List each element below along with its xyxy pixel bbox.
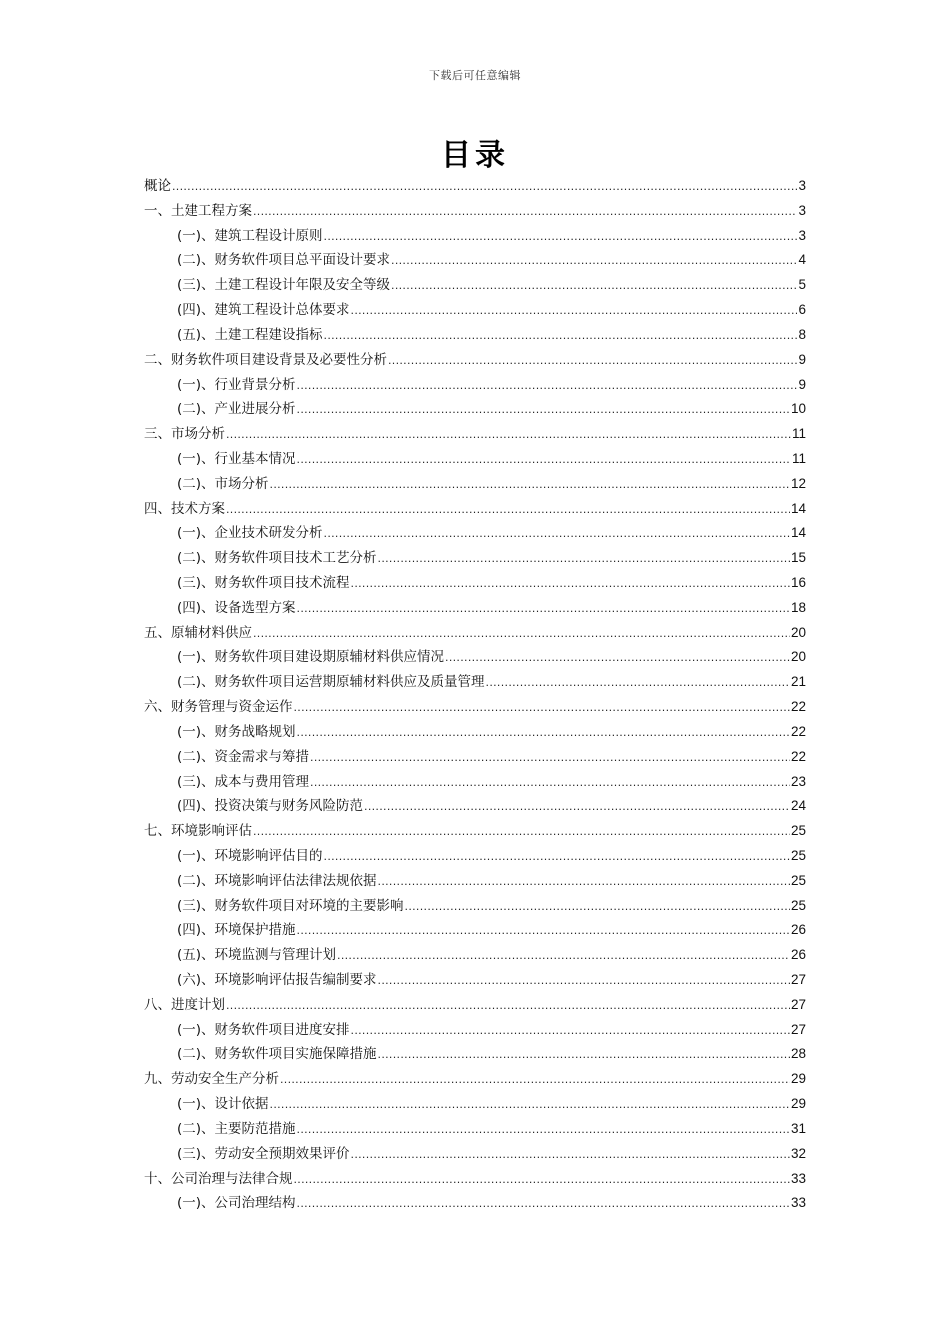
toc-entry-page-number: 28 bbox=[790, 1046, 806, 1062]
toc-entry-page-number: 33 bbox=[790, 1170, 806, 1186]
toc-entry-text: 十、公司治理与法律合规 bbox=[144, 1170, 293, 1187]
toc-dot-leader bbox=[324, 225, 798, 250]
toc-entry[interactable] bbox=[144, 645, 806, 670]
toc-entry[interactable] bbox=[144, 1018, 806, 1043]
toc-dot-leader bbox=[226, 498, 790, 523]
toc-entry-page-number: 24 bbox=[790, 798, 806, 814]
toc-dot-leader bbox=[297, 597, 790, 622]
toc-entry[interactable] bbox=[144, 596, 806, 621]
toc-entry-text: (三)、成本与费用管理 bbox=[177, 773, 310, 790]
toc-entry-text: (二)、产业进展分析 bbox=[177, 401, 296, 418]
toc-dot-leader bbox=[351, 299, 798, 324]
toc-entry-page-number: 3 bbox=[798, 227, 806, 243]
toc-entry-page-number: 4 bbox=[798, 252, 806, 268]
toc-entry[interactable] bbox=[144, 472, 806, 497]
toc-entry-page-number: 32 bbox=[790, 1145, 806, 1161]
toc-entry-page-number: 25 bbox=[790, 847, 806, 863]
toc-entry-text: (三)、劳动安全预期效果评价 bbox=[177, 1145, 350, 1162]
toc-entry-page-number: 12 bbox=[790, 475, 806, 491]
toc-entry[interactable] bbox=[144, 373, 806, 398]
toc-dot-leader bbox=[297, 1118, 790, 1143]
toc-entry-text: (一)、公司治理结构 bbox=[177, 1195, 296, 1212]
toc-entry[interactable] bbox=[144, 894, 806, 919]
toc-entry[interactable] bbox=[144, 224, 806, 249]
toc-entry-page-number: 11 bbox=[791, 426, 806, 442]
toc-entry-text: (二)、主要防范措施 bbox=[177, 1120, 296, 1137]
toc-entry-page-number: 8 bbox=[798, 326, 806, 342]
toc-entry-text: (一)、财务软件项目进度安排 bbox=[177, 1021, 350, 1038]
toc-entry[interactable] bbox=[144, 422, 806, 447]
toc-dot-leader bbox=[297, 374, 798, 399]
toc-entry-text: (二)、财务软件项目技术工艺分析 bbox=[177, 550, 377, 567]
toc-entry-text: (四)、投资决策与财务风险防范 bbox=[177, 798, 364, 815]
toc-entry-text: (二)、财务软件项目实施保障措施 bbox=[177, 1046, 377, 1063]
header-note: 下载后可任意编辑 bbox=[429, 69, 521, 82]
toc-entry[interactable] bbox=[144, 993, 806, 1018]
toc-entry[interactable] bbox=[144, 497, 806, 522]
toc-dot-leader bbox=[391, 274, 797, 299]
toc-entry-text: 三、市场分析 bbox=[144, 426, 225, 443]
toc-dot-leader bbox=[324, 845, 790, 870]
toc-title: 目录 bbox=[441, 138, 509, 173]
toc-entry-page-number: 20 bbox=[790, 649, 806, 665]
toc-dot-leader bbox=[294, 696, 790, 721]
toc-entry-page-number: 18 bbox=[790, 599, 806, 615]
toc-dot-leader bbox=[351, 1019, 790, 1044]
toc-entry-text: (一)、企业技术研发分析 bbox=[177, 525, 323, 542]
toc-entry[interactable] bbox=[144, 621, 806, 646]
toc-entry[interactable] bbox=[144, 720, 806, 745]
toc-entry-page-number: 25 bbox=[790, 897, 806, 913]
toc-entry[interactable] bbox=[144, 770, 806, 795]
toc-entry-page-number: 16 bbox=[790, 575, 806, 590]
toc-dot-leader bbox=[226, 994, 790, 1019]
toc-entry[interactable] bbox=[144, 968, 806, 993]
toc-entry-page-number: 6 bbox=[798, 302, 806, 318]
toc-entry-text: 四、技术方案 bbox=[144, 500, 225, 517]
toc-entry[interactable] bbox=[144, 1092, 806, 1117]
toc-entry-text: (三)、土建工程设计年限及安全等级 bbox=[177, 277, 391, 294]
toc-entry-page-number: 10 bbox=[790, 401, 806, 417]
toc-entry-page-number: 29 bbox=[790, 1071, 806, 1087]
toc-entry-page-number: 31 bbox=[790, 1120, 806, 1136]
toc-entry-page-number: 26 bbox=[790, 922, 806, 938]
toc-entry[interactable] bbox=[144, 174, 806, 199]
toc-entry-text: 二、财务软件项目建设背景及必要性分析 bbox=[144, 351, 387, 368]
toc-entry-text: 六、财务管理与资金运作 bbox=[144, 699, 293, 716]
toc-entry-text: (三)、财务软件项目技术流程 bbox=[177, 575, 350, 591]
toc-entry-page-number: 5 bbox=[798, 277, 806, 293]
toc-entry-page-number: 22 bbox=[790, 699, 806, 715]
toc-dot-leader bbox=[310, 746, 790, 771]
toc-dot-leader bbox=[486, 671, 790, 696]
toc-entry[interactable] bbox=[144, 670, 806, 695]
toc-dot-leader bbox=[226, 423, 791, 448]
toc-entry-text: 八、进度计划 bbox=[144, 996, 225, 1013]
toc-entry-page-number: 3 bbox=[798, 202, 806, 218]
toc-entry-page-number: 15 bbox=[790, 550, 806, 566]
table-of-contents bbox=[144, 174, 806, 1216]
toc-entry-page-number: 27 bbox=[790, 996, 806, 1012]
toc-entry-text: (一)、行业基本情况 bbox=[177, 450, 296, 467]
toc-entry[interactable] bbox=[144, 546, 806, 571]
toc-entry-text: (四)、设备选型方案 bbox=[177, 599, 296, 616]
toc-dot-leader bbox=[351, 572, 790, 597]
toc-entry[interactable] bbox=[144, 323, 806, 348]
toc-entry-page-number: 27 bbox=[790, 972, 806, 987]
toc-dot-leader bbox=[378, 547, 790, 572]
toc-entry[interactable] bbox=[144, 695, 806, 720]
toc-entry[interactable] bbox=[144, 397, 806, 422]
toc-entry-text: 一、土建工程方案 bbox=[144, 202, 252, 219]
toc-dot-leader bbox=[337, 944, 790, 969]
toc-entry[interactable] bbox=[144, 918, 806, 943]
toc-entry[interactable] bbox=[144, 844, 806, 869]
toc-dot-leader bbox=[270, 473, 790, 498]
toc-entry-page-number: 23 bbox=[790, 773, 806, 789]
toc-entry[interactable] bbox=[144, 745, 806, 770]
toc-entry[interactable] bbox=[144, 1167, 806, 1192]
toc-entry[interactable] bbox=[144, 199, 806, 224]
toc-dot-leader bbox=[253, 622, 790, 647]
toc-entry-page-number: 3 bbox=[798, 178, 806, 193]
toc-entry-text: (二)、财务软件项目运营期原辅材料供应及质量管理 bbox=[177, 674, 485, 691]
toc-entry[interactable] bbox=[144, 571, 806, 596]
toc-entry[interactable] bbox=[144, 869, 806, 894]
toc-entry-page-number: 29 bbox=[790, 1096, 806, 1112]
toc-entry-page-number: 33 bbox=[790, 1195, 806, 1211]
toc-entry-text: (二)、财务软件项目总平面设计要求 bbox=[177, 252, 391, 269]
toc-entry-page-number: 20 bbox=[790, 624, 806, 640]
toc-dot-leader bbox=[324, 522, 790, 547]
toc-entry-text: (一)、建筑工程设计原则 bbox=[177, 227, 323, 244]
toc-entry-page-number: 22 bbox=[790, 723, 806, 739]
toc-entry-page-number: 9 bbox=[798, 376, 806, 392]
toc-entry-page-number: 27 bbox=[790, 1021, 806, 1037]
toc-entry[interactable] bbox=[144, 521, 806, 546]
toc-entry-page-number: 26 bbox=[790, 947, 806, 963]
toc-dot-leader bbox=[378, 969, 790, 994]
toc-entry[interactable] bbox=[144, 273, 806, 298]
toc-dot-leader bbox=[364, 795, 790, 820]
toc-entry-text: (一)、财务软件项目建设期原辅材料供应情况 bbox=[177, 649, 445, 666]
toc-entry[interactable] bbox=[144, 348, 806, 373]
toc-entry-text: (四)、环境保护措施 bbox=[177, 922, 296, 939]
toc-entry-text: (二)、环境影响评估法律法规依据 bbox=[177, 872, 377, 889]
toc-entry[interactable] bbox=[144, 1067, 806, 1092]
toc-entry-text: (二)、资金需求与筹措 bbox=[177, 748, 310, 765]
toc-entry-text: 七、环境影响评估 bbox=[144, 823, 252, 840]
toc-entry-text: (五)、环境监测与管理计划 bbox=[177, 947, 337, 964]
toc-entry[interactable] bbox=[144, 1042, 806, 1067]
toc-entry-page-number: 11 bbox=[791, 450, 806, 466]
toc-dot-leader bbox=[270, 1093, 790, 1118]
toc-entry-text: (三)、财务软件项目对环境的主要影响 bbox=[177, 897, 404, 914]
toc-dot-leader bbox=[297, 919, 790, 944]
toc-entry-text: 概论 bbox=[144, 178, 171, 194]
toc-entry-page-number: 25 bbox=[790, 872, 806, 888]
toc-dot-leader bbox=[405, 895, 790, 920]
toc-entry[interactable] bbox=[144, 298, 806, 323]
toc-entry-text: (六)、环境影响评估报告编制要求 bbox=[177, 972, 377, 988]
toc-entry[interactable] bbox=[144, 1117, 806, 1142]
toc-dot-leader bbox=[297, 1192, 790, 1217]
toc-entry-text: (五)、土建工程建设指标 bbox=[177, 326, 323, 343]
toc-dot-leader bbox=[253, 820, 790, 845]
toc-entry-page-number: 22 bbox=[790, 748, 806, 764]
toc-dot-leader bbox=[310, 771, 790, 796]
toc-dot-leader bbox=[351, 1143, 790, 1168]
toc-entry[interactable] bbox=[144, 943, 806, 968]
toc-entry-text: 九、劳动安全生产分析 bbox=[144, 1071, 279, 1088]
toc-entry-text: (一)、财务战略规划 bbox=[177, 723, 296, 740]
toc-entry-page-number: 21 bbox=[790, 674, 806, 690]
toc-dot-leader bbox=[253, 200, 797, 225]
toc-dot-leader bbox=[378, 870, 790, 895]
toc-entry[interactable] bbox=[144, 447, 806, 472]
toc-dot-leader bbox=[172, 175, 797, 200]
toc-dot-leader bbox=[445, 646, 790, 671]
toc-dot-leader bbox=[297, 448, 791, 473]
toc-dot-leader bbox=[378, 1043, 790, 1068]
toc-entry-text: (四)、建筑工程设计总体要求 bbox=[177, 302, 350, 319]
toc-entry[interactable] bbox=[144, 1191, 806, 1216]
toc-entry-page-number: 25 bbox=[790, 823, 806, 839]
toc-entry-text: 五、原辅材料供应 bbox=[144, 624, 252, 641]
toc-entry-text: (一)、行业背景分析 bbox=[177, 376, 296, 393]
toc-entry-page-number: 9 bbox=[798, 351, 806, 367]
toc-dot-leader bbox=[297, 398, 790, 423]
toc-entry-text: (二)、市场分析 bbox=[177, 475, 269, 492]
toc-entry[interactable] bbox=[144, 1142, 806, 1167]
toc-dot-leader bbox=[388, 349, 797, 374]
toc-dot-leader bbox=[297, 721, 790, 746]
toc-entry-page-number: 14 bbox=[790, 500, 806, 516]
toc-entry-text: (一)、设计依据 bbox=[177, 1096, 269, 1113]
toc-dot-leader bbox=[324, 324, 798, 349]
toc-dot-leader bbox=[391, 249, 797, 274]
toc-entry[interactable] bbox=[144, 819, 806, 844]
toc-dot-leader bbox=[280, 1068, 790, 1093]
toc-entry[interactable] bbox=[144, 248, 806, 273]
toc-dot-leader bbox=[294, 1168, 790, 1193]
toc-entry[interactable] bbox=[144, 794, 806, 819]
toc-entry-page-number: 14 bbox=[790, 525, 806, 541]
toc-entry-text: (一)、环境影响评估目的 bbox=[177, 847, 323, 864]
